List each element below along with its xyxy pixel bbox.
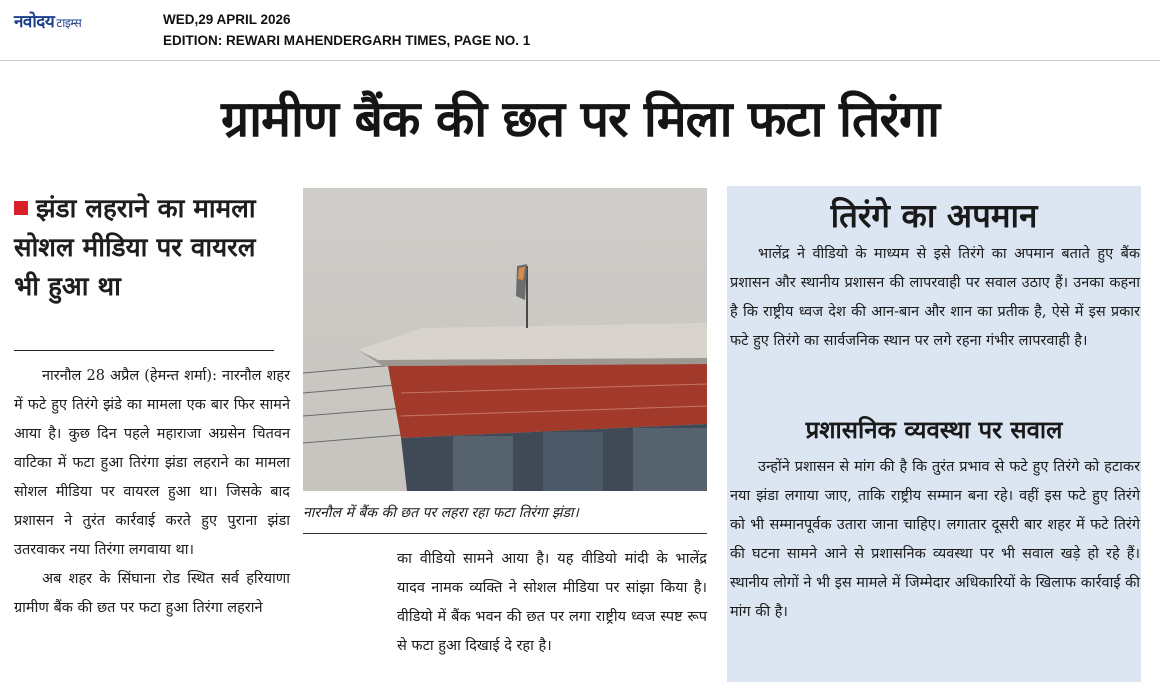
logo-text: नवोदय [14, 12, 55, 32]
article-column-1 [14, 362, 290, 623]
sidebar-paragraph-2 [730, 453, 1140, 627]
kicker-divider [14, 350, 274, 351]
sidebar-paragraph: उन्होंने प्रशासन से मांग की है कि तुरंत प्रभाव से फटे हुए तिरंगे को हटाकर नया झंडा लगाया जाए, ताकि राष्ट्रीय सम्मान बना रहे। वहीं इस फटे हुए तिरंगे को भी सम्मानपूर्वक उतारा जाना चाहिए। लगातार दूसरी बार शहर में फटे तिरंगे की घटना सामने आने से प्रशासनिक व्यवस्था पर भी सवाल खड़े हो रहे हैं। स्थानीय लोगों ने भी इस मामले में जिम्मेदार अधिकारियों के खिलाफ कार्रवाई की मांग की है। [730, 459, 1140, 620]
edition-date: WED,29 APRIL 2026 [163, 12, 291, 27]
edition-info [163, 9, 530, 51]
edition-name: EDITION: REWARI MAHENDERGARH TIMES, PAGE NO. 1 [163, 33, 531, 48]
article-paragraph: का वीडियो सामने आया है। यह वीडियो मांदी के भालेंद्र यादव नामक व्यक्ति ने सोशल मीडिया पर सांझा किया है। वीडियो में बैंक भवन की छत पर लगा राष्ट्रीय ध्वज स्पष्ट रूप से फटा हुआ दिखाई दे रहा है। [397, 551, 707, 654]
masthead [0, 0, 1160, 61]
sidebar-paragraph-1 [730, 240, 1140, 356]
sidebar-subheading: प्रशासनिक व्यवस्था पर सवाल [805, 416, 1063, 444]
logo-subtext: टाइम्स [56, 16, 82, 30]
news-photo[interactable] [303, 188, 707, 491]
article-column-2 [397, 545, 707, 661]
sidebar-title: तिरंगे का अपमान [830, 196, 1038, 235]
kicker-text: झंडा लहराने का मामला सोशल मीडिया पर वायरल भी हुआ था [14, 194, 256, 302]
newspaper-logo[interactable] [14, 9, 82, 32]
article-kicker [14, 190, 284, 307]
article-paragraph: नारनौल 28 अप्रैल (हेमन्त शर्मा): नारनौल शहर में फटे हुए तिरंगे झंडे का मामला एक बार फिर सामने आया है। कुछ दिन पहले महाराजा अग्रसेन चितवन वाटिका में फटा हुआ तिरंगा झंडा लहराने का मामला सोशल मीडिया पर वायरल हुआ था। जिसके बाद प्रशासन ने तुरंत कार्रवाई करते हुए पुराना झंडा उतरवाकर नया तिरंगा लगवाया था। [14, 368, 290, 558]
red-square-bullet-icon [14, 201, 28, 215]
bank-rooftop-flag-image [303, 188, 707, 491]
photo-caption: नारनौल में बैंक की छत पर लहरा रहा फटा तिरंगा झंडा। [303, 505, 579, 521]
caption-divider [303, 533, 707, 534]
sidebar-paragraph: भालेंद्र ने वीडियो के माध्यम से इसे तिरंगे का अपमान बताते हुए बैंक प्रशासन और स्थानीय प्रशासन की लापरवाही पर सवाल उठाए हैं। उनका कहना है कि राष्ट्रीय ध्वज देश की आन-बान और शान का प्रतीक है, ऐसे में इस प्रकार फटे हुए तिरंगे का सार्वजनिक स्थान पर लगे रहना गंभीर लापरवाही है। [730, 246, 1140, 349]
article-paragraph: अब शहर के सिंघाना रोड स्थित सर्व हरियाणा ग्रामीण बैंक की छत पर फटा हुआ तिरंगा लहराने [14, 571, 290, 616]
main-headline: ग्रामीण बैंक की छत पर मिला फटा तिरंगा [220, 90, 940, 148]
